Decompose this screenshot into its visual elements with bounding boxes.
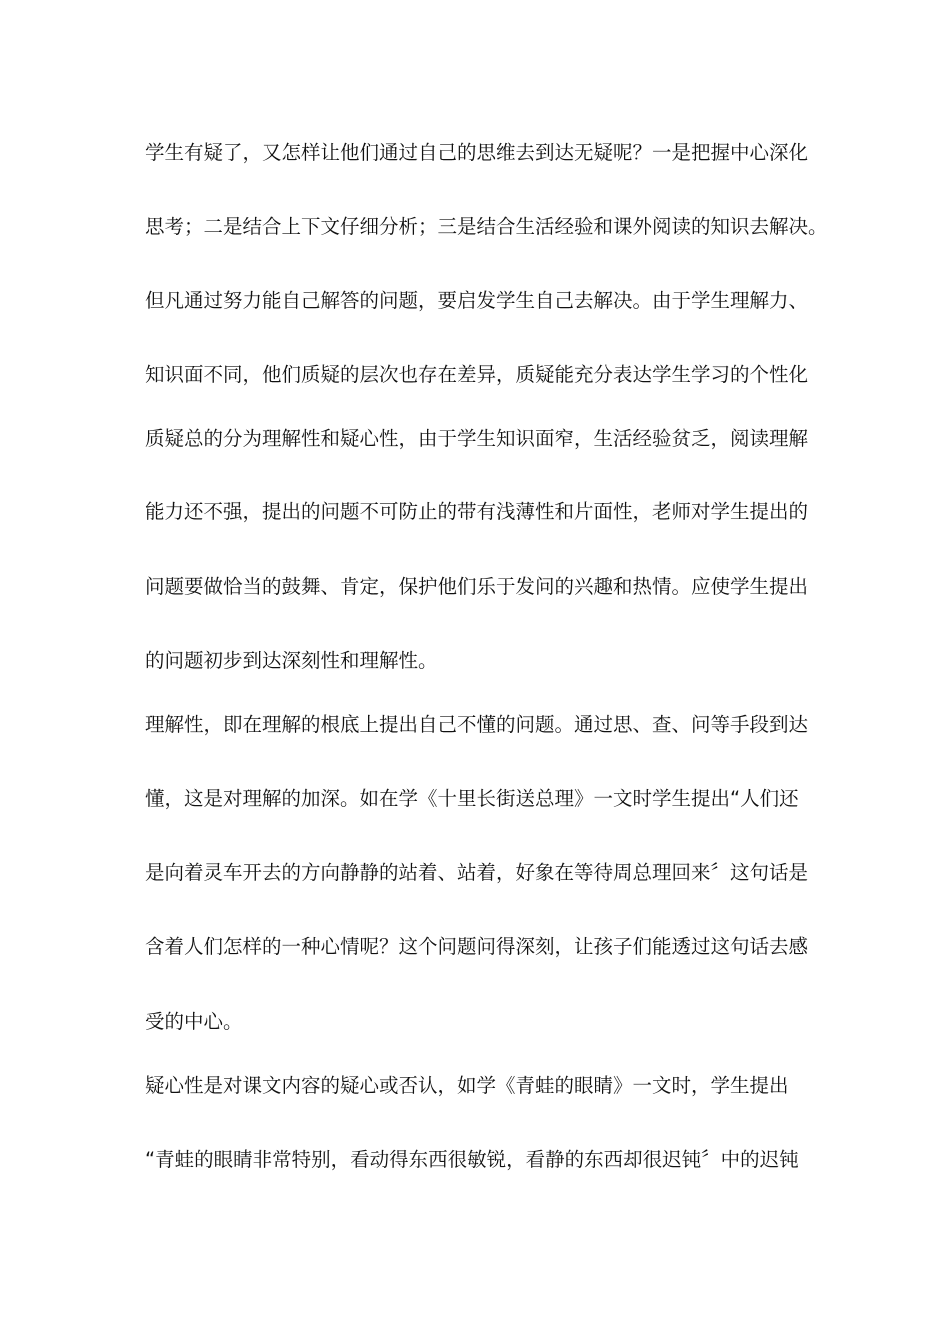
- text-line: 质疑总的分为理解性和疑心性，由于学生知识面窄，生活经验贫乏，阅读理解: [145, 427, 809, 450]
- text-line: 的问题初步到达深刻性和理解性。: [145, 649, 438, 672]
- text-line: 懂，这是对理解的加深。如在学《十里长街送总理》一文时学生提出“人们还: [145, 787, 799, 810]
- text-line: 是向着灵车开去的方向静静的站着、站着，好象在等待周总理回来〞这句话是: [145, 861, 809, 884]
- text-line: 学生有疑了，又怎样让他们通过自己的思维去到达无疑呢？一是把握中心深化: [145, 141, 809, 164]
- text-line: 知识面不同，他们质疑的层次也存在差异，质疑能充分表达学生学习的个性化: [145, 363, 809, 386]
- text-line: 但凡通过努力能自己解答的问题，要启发学生自己去解决。由于学生理解力、: [145, 289, 809, 312]
- text-line: 能力还不强，提出的问题不可防止的带有浅薄性和片面性，老师对学生提出的: [145, 500, 809, 523]
- text-line: “青蛙的眼睛非常特别，看动得东西很敏锐，看静的东西却很迟钝〞中的迟钝: [145, 1148, 799, 1171]
- text-line: 含着人们怎样的一种心情呢？这个问题问得深刻，让孩子们能透过这句话去感: [145, 935, 809, 958]
- text-line: 问题要做恰当的鼓舞、肯定，保护他们乐于发问的兴趣和热情。应使学生提出: [145, 575, 809, 598]
- text-line: 思考；二是结合上下文仔细分析；三是结合生活经验和课外阅读的知识去解决。: [145, 215, 828, 238]
- text-line: 理解性，即在理解的根底上提出自己不懂的问题。通过思、查、问等手段到达: [145, 713, 809, 736]
- text-line: 受的中心。: [145, 1010, 243, 1033]
- text-line: 疑心性是对课文内容的疑心或否认，如学《青蛙的眼睛》一文时，学生提出: [145, 1074, 789, 1097]
